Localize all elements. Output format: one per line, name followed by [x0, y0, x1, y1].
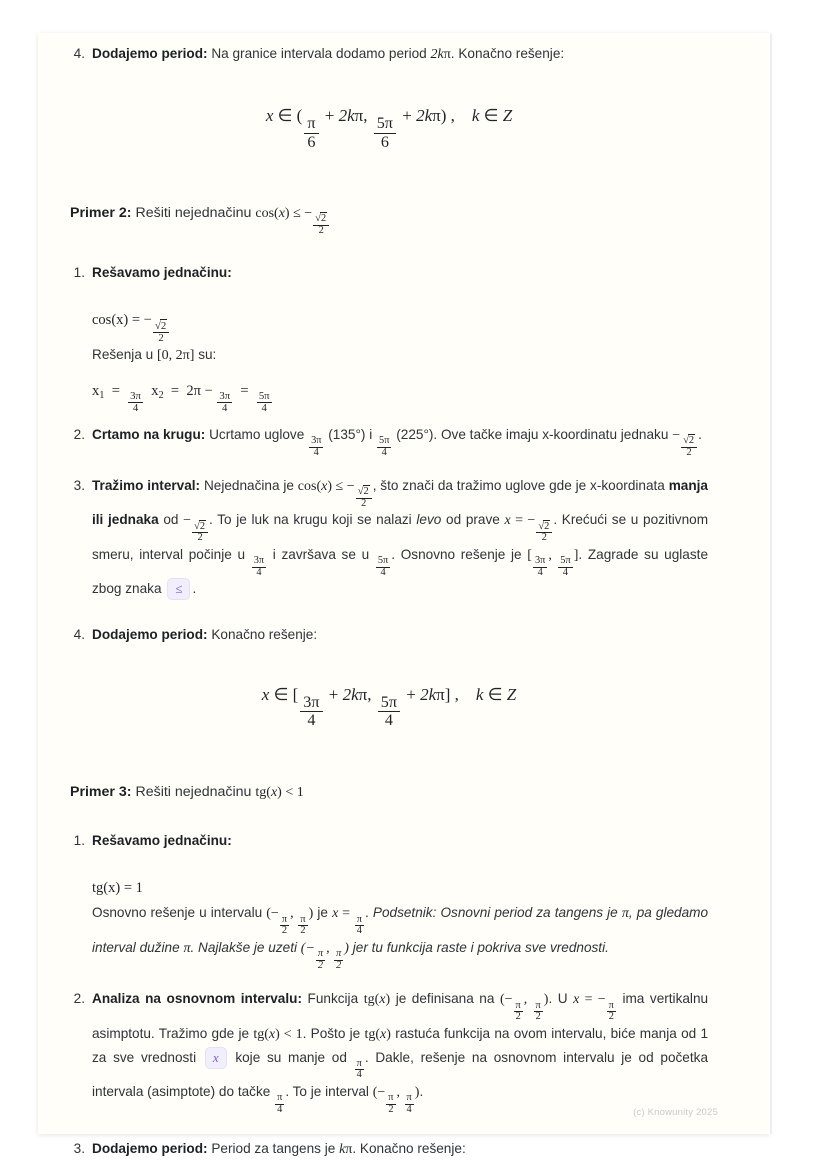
spacer: [70, 764, 708, 781]
item3-t6: . Krećući se u pozitivnom smeru, interval počinje u: [92, 512, 709, 563]
inline-math-start: $\frac{3\pi}{4}$: [253, 555, 265, 578]
list-item-text: [92, 624, 708, 646]
section-heading-label: Primer 2:: [70, 204, 132, 221]
spacer: [70, 652, 708, 686]
solutions-intro-b: su:: [198, 346, 217, 362]
list-item-text: [92, 475, 708, 601]
item3-t5: od prave: [446, 512, 500, 528]
equation-group-2: [70, 875, 708, 971]
item2-text-a: Ucrtamo uglove: [209, 427, 305, 442]
list-item: [70, 988, 708, 1115]
inline-math-pi-4-b: $\frac{\pi}{4}$: [277, 1092, 283, 1115]
p3-item1-t1: Osnovno rešenje u intervalu: [92, 905, 263, 921]
inline-math-tg-2: tg(x): [364, 1026, 391, 1042]
inline-math-interval-3a: (− $\frac{\pi}{2}$ , $\frac{\pi}{2}$ ): [266, 906, 314, 937]
list-item-label: Dodajemo period:: [92, 626, 208, 642]
spacer: [70, 185, 708, 202]
spacer: [70, 414, 708, 424]
section-heading-primer-3: [70, 781, 708, 804]
inline-math-coord-value: − $\frac{√2}{2}$: [672, 428, 698, 443]
spacer: [70, 858, 708, 875]
highlighted-token-badge-leq[interactable]: ≤: [167, 578, 190, 600]
item3-t2: , što znači da tražimo uglove gde je x-koordinata: [372, 477, 665, 493]
p3-item1-note-d: jer tu funkcija raste i pokriva sve vrednosti.: [352, 939, 609, 955]
inline-math-pi-4-a: $\frac{\pi}{4}$: [356, 1057, 362, 1081]
section-heading-primer-2: [70, 202, 708, 237]
inline-math-tg-1: tg(x): [363, 992, 391, 1008]
equation-group-1: [70, 307, 708, 414]
solutions-intro: [92, 344, 708, 368]
inline-math-result-interval: (− $\frac{\pi}{2}$ , $\frac{\pi}{4}$ ): [372, 1085, 420, 1115]
list-item-number: 3.: [73, 1141, 85, 1157]
section-heading-text: Rešiti nejednačinu: [135, 204, 252, 221]
list-item: [70, 1138, 708, 1162]
watermark-copyright: (c) Knowunity 2025: [633, 1107, 718, 1118]
equation-tg-value: tg(x) = 1: [92, 879, 143, 896]
p3-item2-t10: .: [419, 1084, 424, 1100]
inline-math-interval: [0, 2π]: [157, 347, 195, 363]
inline-math-period: 2kπ: [430, 47, 451, 62]
list-item-label: Dodajemo period:: [92, 46, 208, 61]
item2-deg-1: (135°): [328, 427, 366, 442]
list-item-number: 4.: [73, 626, 85, 642]
list-item-number: 2.: [73, 991, 85, 1007]
inline-math-asymptote: x = − $\frac{\pi}{2}$: [573, 992, 614, 1023]
list-item-text: [92, 830, 708, 852]
p3-item2-t5: . Pošto je: [302, 1025, 361, 1041]
item3-bold-phrase: manja ili jednaka: [92, 477, 708, 528]
list-item-number: 1.: [73, 832, 85, 848]
item3-t8: . Osnovno rešenje je: [391, 547, 522, 563]
spacer: [70, 465, 708, 475]
spacer: [70, 290, 708, 307]
spacer: [70, 236, 708, 262]
inline-math-note-pi-1: π: [621, 906, 629, 922]
list-item-label: Rešavamo jednačinu:: [92, 832, 232, 848]
item2-text-c: .: [698, 427, 702, 442]
list-item: [70, 262, 708, 284]
equation-cos-value: cos(x) = − $\frac{√2}{2}$: [92, 307, 708, 344]
display-equation-2: x ∈ [ $\frac{3\pi}{4}$ + 2kπ, $\frac{5\pi}{4}$ + 2kπ] , k ∈ Z: [261, 684, 517, 730]
list-item-number: 4.: [73, 46, 85, 61]
p3-item1-t3: .: [365, 905, 369, 921]
p3-item1-note-a: Podsetnik: Osnovni period za tangens je: [372, 905, 618, 921]
spacer: [70, 151, 708, 185]
inline-math-heading-3: tg(x) < 1: [255, 784, 304, 800]
list-item-text-b: . Konačno rešenje:: [450, 46, 565, 61]
item1-explanation: [92, 902, 708, 971]
spacer: [70, 804, 708, 830]
section-heading-text: Rešiti nejednačinu: [135, 783, 252, 800]
p3-item2-t3: . U: [548, 991, 568, 1007]
spacer: [70, 73, 708, 107]
list-item: [70, 830, 708, 852]
section-heading-label: Primer 3:: [70, 783, 132, 800]
list-item-label: Dodajemo period:: [92, 1141, 208, 1157]
list-item-text: [92, 424, 708, 459]
inline-math-note-pi-2: π: [183, 940, 191, 956]
p3-item1-note-b: , pa gledamo interval dužine: [92, 905, 709, 955]
list-item-label: Tražimo interval:: [92, 477, 201, 493]
inline-math-end: $\frac{5\pi}{4}$: [377, 555, 389, 578]
inline-math-angle-2: $\frac{5\pi}{4}$: [379, 435, 390, 458]
list-item: [70, 424, 708, 459]
list-item-text: [92, 262, 708, 284]
inline-math-value-2: − $\frac{√2}{2}$: [183, 513, 209, 528]
inline-math-base-solution: [ $\frac{3\pi}{4}$ , $\frac{5\pi}{4}$ ]: [527, 548, 579, 578]
list-item: [70, 43, 708, 67]
inline-math-k-pi: kπ: [339, 1142, 353, 1158]
item3-italic-levo: levo: [416, 512, 442, 528]
solutions-intro-a: Rešenja u: [92, 346, 154, 362]
list-item: [70, 624, 708, 646]
p3-item2-t9: . To je interval: [285, 1084, 369, 1100]
document-page: [38, 33, 770, 1158]
spacer: [70, 730, 708, 764]
equation-solutions: $x_1$ = $\frac{3\pi}{4}$ $x_2 = 2\pi$ − $\frac{3\pi}{4}$ = $\frac{5\pi}{4}$: [92, 382, 270, 415]
inline-math-heading-2: cos(x) ≤ − $\frac{√2}{2}$: [255, 206, 330, 221]
inline-math-angle-1: $\frac{3\pi}{4}$: [311, 435, 322, 458]
inline-math-line: x = − $\frac{√2}{2}$: [505, 513, 554, 528]
item3-t9: . Zagrade su uglaste zbog znaka: [92, 547, 709, 597]
item3-t10: .: [192, 581, 197, 597]
p3-item2-t4: ima vertikalnu asimptotu. Tražimo gde je: [92, 991, 709, 1041]
spacer: [70, 607, 708, 624]
item3-t7: i završava se u: [272, 547, 370, 563]
inline-math-tg-lt-1: tg(x) < 1: [253, 1026, 303, 1042]
p3-item1-note-c: . Najlakše je uzeti: [190, 939, 297, 955]
spacer: [92, 368, 708, 378]
p3-item2-t1: Funkcija: [307, 991, 359, 1007]
list-item-label: Analiza na osnovnom intervalu:: [92, 991, 302, 1007]
item2-text-b: . Ove tačke imaju x-koordinatu jednaku: [433, 427, 669, 442]
p3-item3-t2: . Konačno rešenje:: [352, 1141, 466, 1157]
list-item-number: 1.: [73, 265, 85, 281]
item4-text: Konačno rešenje:: [211, 626, 318, 642]
display-equation-1: x ∈ ( $\frac{\pi}{6}$ + 2kπ, $\frac{5\pi}{6}$ + 2kπ) , k ∈ Z: [265, 105, 513, 151]
inline-math-interval-3b: (− $\frac{\pi}{2}$ , $\frac{\pi}{2}$ ): [300, 940, 349, 971]
item2-deg-2: (225°): [396, 427, 434, 442]
item3-t4: . To je luk na krugu koji se nalazi: [209, 512, 412, 528]
p3-item2-t8: . Dakle, rešenje na osnovnom intervalu je od početka intervala (asimptote) do tačke: [92, 1049, 709, 1100]
list-item: [70, 475, 708, 601]
list-item-number: 2.: [73, 427, 85, 442]
list-item-label: Crtamo na krugu:: [92, 427, 206, 442]
p3-item3-t1: Period za tangens je: [211, 1141, 336, 1157]
item3-t3: od: [163, 512, 179, 528]
p3-item2-t7: koje su manje od: [235, 1049, 347, 1065]
inline-math-domain: (− $\frac{\pi}{2}$ , $\frac{\pi}{2}$ ): [499, 992, 549, 1023]
list-item-label: Rešavamo jednačinu:: [92, 265, 232, 281]
list-item-text: [92, 43, 708, 67]
p3-item2-t2: je definisana na: [395, 991, 495, 1007]
list-item-text-a: Na granice intervala dodamo period: [211, 46, 427, 61]
inline-math-inequality: cos(x) ≤ − $\frac{√2}{2}$: [298, 479, 373, 494]
spacer: [70, 1121, 708, 1138]
list-item-text: [92, 1138, 708, 1162]
inline-math-x-pi4: x = $\frac{\pi}{4}$: [332, 906, 363, 937]
p3-item2-t6: rastuća funkcija na ovom intervalu, biće manja od 1 za sve vrednosti: [92, 1025, 709, 1065]
spacer: [70, 971, 708, 988]
list-item-text: [92, 988, 708, 1115]
item2-conj: i: [369, 427, 373, 442]
p3-item1-t2: je: [317, 905, 328, 921]
highlighted-token-badge-x[interactable]: x: [205, 1047, 227, 1069]
list-item-number: 3.: [73, 477, 85, 493]
item3-t1: Nejednačina je: [203, 477, 294, 493]
